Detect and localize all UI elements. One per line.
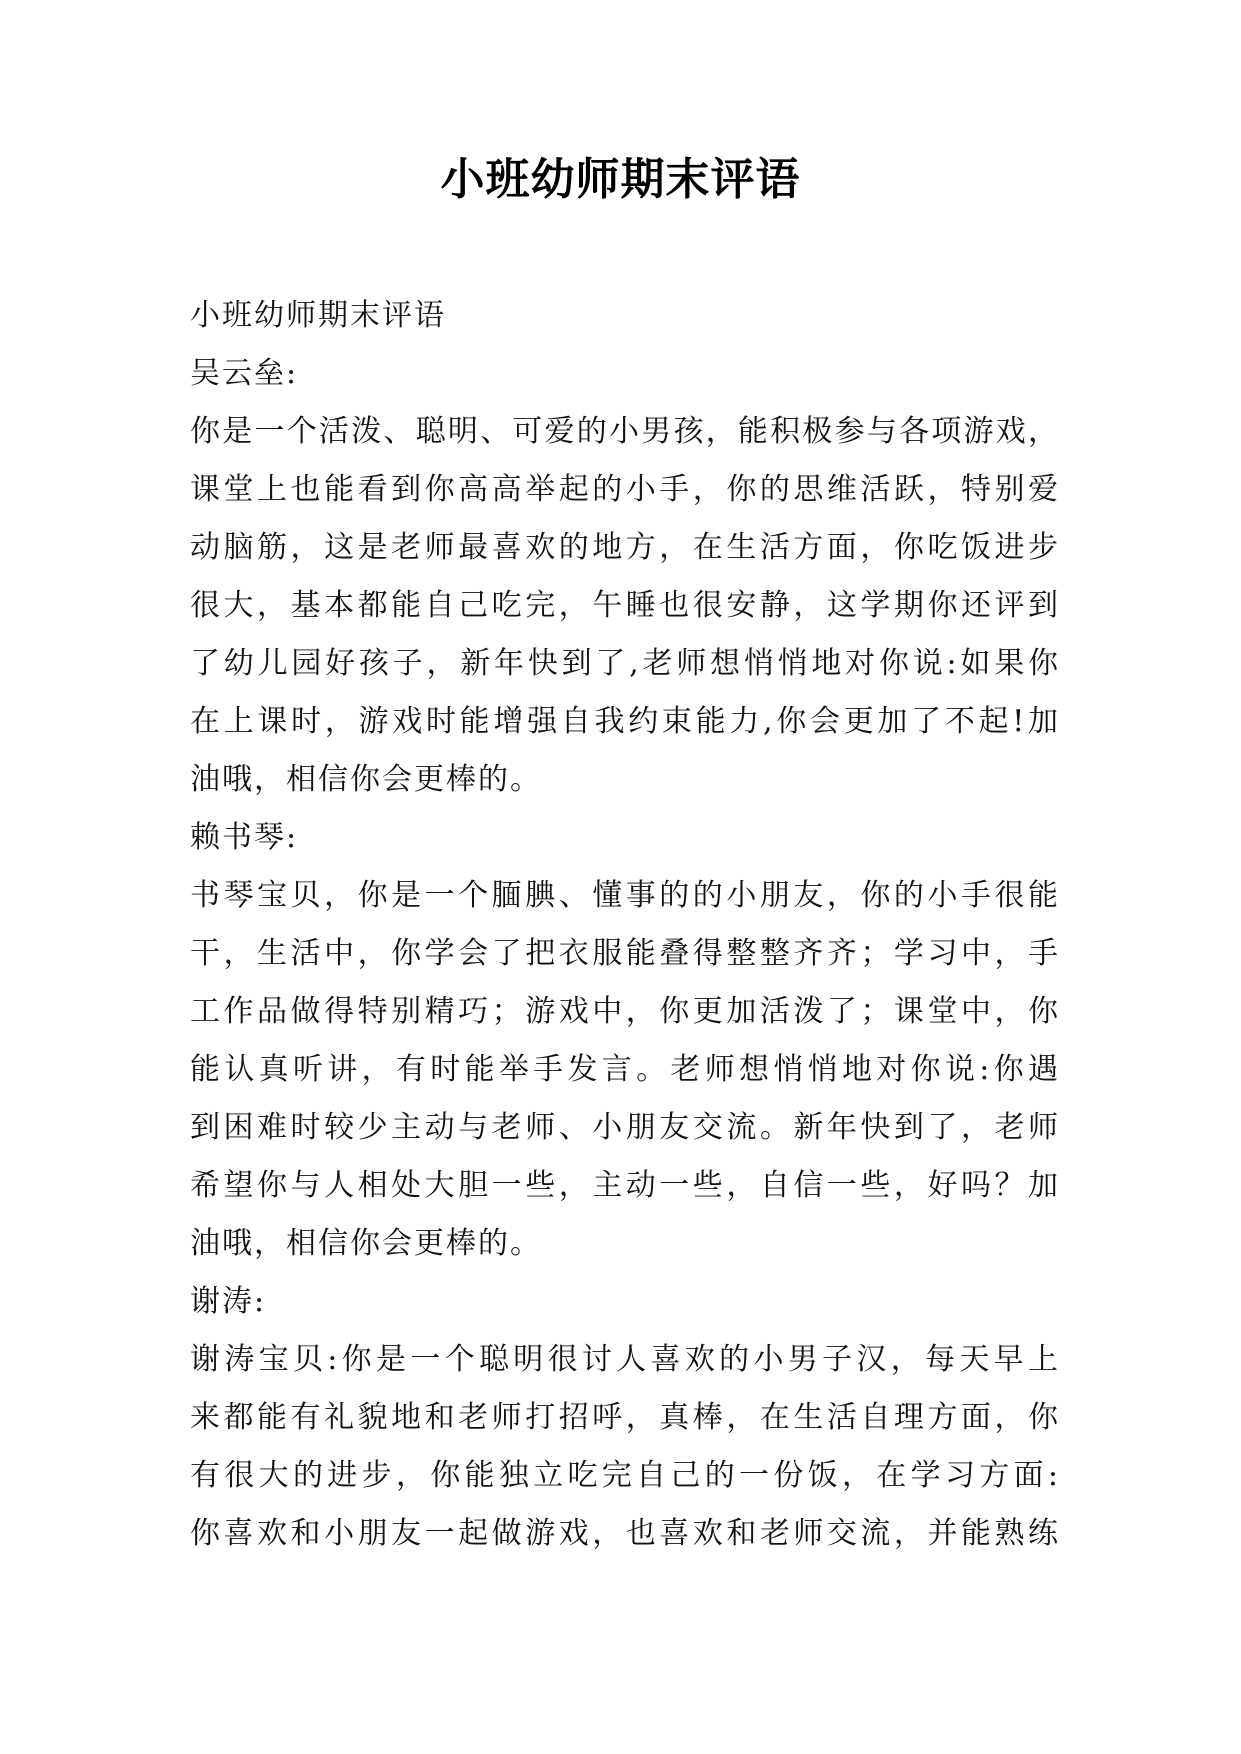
body-line: 你喜欢和小朋友一起做游戏，也喜欢和老师交流，并能熟练 [190, 1516, 1060, 1551]
body-line: 书琴宝贝，你是一个腼腆、懂事的的小朋友，你的小手很能 [190, 878, 1060, 913]
body-line: 油哦，相信你会更棒的。 [190, 1226, 542, 1261]
body-line: 很大，基本都能自己吃完，午睡也很安静，这学期你还评到 [190, 588, 1060, 623]
body-line: 课堂上也能看到你高高举起的小手，你的思维活跃，特别爱 [190, 472, 1060, 507]
body-line-student-name: 吴云垒: [190, 356, 299, 391]
body-line-student-name: 赖书琴: [190, 820, 299, 855]
body-line: 干，生活中，你学会了把衣服能叠得整整齐齐；学习中，手 [190, 936, 1060, 971]
body-line: 来都能有礼貌地和老师打招呼，真棒，在生活自理方面，你 [190, 1400, 1060, 1435]
document-title: 小班幼师期末评语 [440, 154, 801, 205]
body-line: 你是一个活泼、聪明、可爱的小男孩，能积极参与各项游戏， [190, 414, 1060, 449]
body-line: 能认真听讲，有时能举手发言。老师想悄悄地对你说:你遇 [190, 1052, 1060, 1087]
body-line: 希望你与人相处大胆一些，主动一些，自信一些，好吗？加 [190, 1168, 1060, 1203]
body-line-subtitle: 小班幼师期末评语 [190, 298, 446, 333]
body-line: 了幼儿园好孩子，新年快到了,老师想悄悄地对你说:如果你 [190, 646, 1060, 681]
body-line: 油哦，相信你会更棒的。 [190, 762, 542, 797]
body-line: 到困难时较少主动与老师、小朋友交流。新年快到了，老师 [190, 1110, 1060, 1145]
body-line: 有很大的进步，你能独立吃完自己的一份饭，在学习方面: [190, 1458, 1060, 1493]
body-line: 动脑筋，这是老师最喜欢的地方，在生活方面，你吃饭进步 [190, 530, 1060, 565]
body-line: 在上课时，游戏时能增强自我约束能力,你会更加了不起!加 [190, 704, 1060, 739]
body-line: 工作品做得特别精巧；游戏中，你更加活泼了；课堂中，你 [190, 994, 1060, 1029]
body-line-student-name: 谢涛: [190, 1284, 267, 1319]
body-line: 谢涛宝贝:你是一个聪明很讨人喜欢的小男子汉，每天早上 [190, 1342, 1060, 1377]
document-body [190, 287, 1060, 1563]
